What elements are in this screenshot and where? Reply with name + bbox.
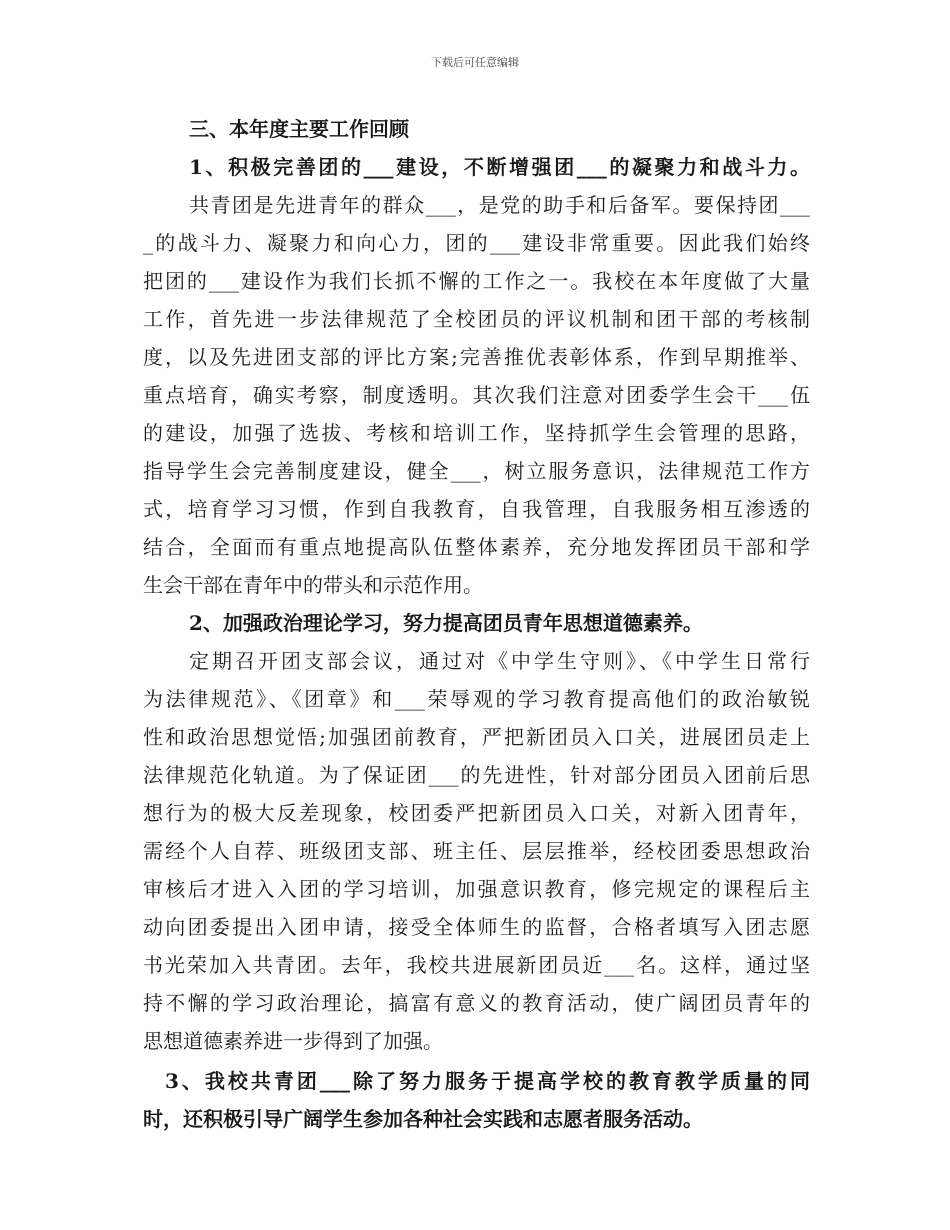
paragraph-line: 共青团是先进青年的群众___，是党的助手和后备军。要保持团___ bbox=[189, 193, 810, 217]
paragraph-line: _的战斗力、凝聚力和向心力，团的___建设非常重要。因此我们始终 bbox=[143, 231, 810, 255]
paragraph-line: 想行为的极大反差现象，校团委严把新团员入口关，对新入团青年， bbox=[143, 801, 810, 825]
paragraph-line: 需经个人自荐、班级团支部、班主任、层层推举，经校团委思想政治 bbox=[143, 839, 810, 863]
page-header-note: 下载后可任意编辑 bbox=[431, 56, 519, 69]
item1-paragraph bbox=[143, 186, 810, 604]
item2-heading: 2、加强政治理论学习，努力提高团员青年思想道德素养。 bbox=[189, 611, 703, 635]
paragraph-line: 重点培育，确实考察，制度透明。其次我们注意对团委学生会干___伍 bbox=[143, 383, 810, 407]
paragraph-line: 动向团委提出入团申请，接受全体师生的监督，合格者填写入团志愿 bbox=[143, 915, 810, 939]
item2-paragraph bbox=[143, 642, 810, 1060]
paragraph-line: 式，培育学习习惯，作到自我教育，自我管理，自我服务相互渗透的 bbox=[143, 497, 810, 521]
paragraph-line: 度，以及先进团支部的评比方案;完善推优表彰体系，作到早期推举、 bbox=[143, 345, 810, 369]
paragraph-line: 生会干部在青年中的带头和示范作用。 bbox=[143, 573, 483, 597]
document-body bbox=[143, 110, 810, 1138]
paragraph-line: 指导学生会完善制度建设，健全___，树立服务意识，法律规范工作方 bbox=[143, 459, 810, 483]
paragraph-line: 的建设，加强了选拔、考核和培训工作，坚持抓学生会管理的思路， bbox=[143, 421, 810, 445]
paragraph-line: 结合，全面而有重点地提高队伍整体素养，充分地发挥团员干部和学 bbox=[143, 535, 810, 559]
paragraph-line: 持不懈的学习政治理论，搞富有意义的教育活动，使广阔团员青年的 bbox=[143, 991, 810, 1015]
paragraph-line: 性和政治思想觉悟;加强团前教育，严把新团员入口关，进展团员走上 bbox=[143, 725, 810, 749]
item3-heading-line: 时，还积极引导广阔学生参加各种社会实践和志愿者服务活动。 bbox=[143, 1107, 703, 1131]
paragraph-line: 法律规范化轨道。为了保证团___的先进性，针对部分团员入团前后思 bbox=[143, 763, 810, 787]
paragraph-line: 审核后才进入入团的学习培训，加强意识教育，修完规定的课程后主 bbox=[143, 877, 810, 901]
paragraph-line: 把团的___建设作为我们长抓不懈的工作之一。我校在本年度做了大量 bbox=[143, 269, 810, 293]
paragraph-line: 思想道德素养进一步得到了加强。 bbox=[143, 1029, 443, 1053]
paragraph-line: 为法律规范》、《团章》和___荣辱观的学习教育提高他们的政治敏锐 bbox=[143, 687, 810, 711]
item3-heading-line: 3、我校共青团___除了努力服务于提高学校的教育教学质量的同 bbox=[165, 1069, 810, 1093]
paragraph-line: 定期召开团支部会议，通过对《中学生守则》、《中学生日常行 bbox=[189, 649, 810, 673]
paragraph-line: 工作，首先进一步法律规范了全校团员的评议机制和团干部的考核制 bbox=[143, 307, 810, 331]
item1-heading: 1、积极完善团的___建设，不断增强团___的凝聚力和战斗力。 bbox=[189, 155, 810, 179]
section-title: 三、本年度主要工作回顾 bbox=[189, 117, 409, 141]
paragraph-line: 书光荣加入共青团。去年，我校共进展新团员近___名。这样，通过坚 bbox=[143, 953, 810, 977]
